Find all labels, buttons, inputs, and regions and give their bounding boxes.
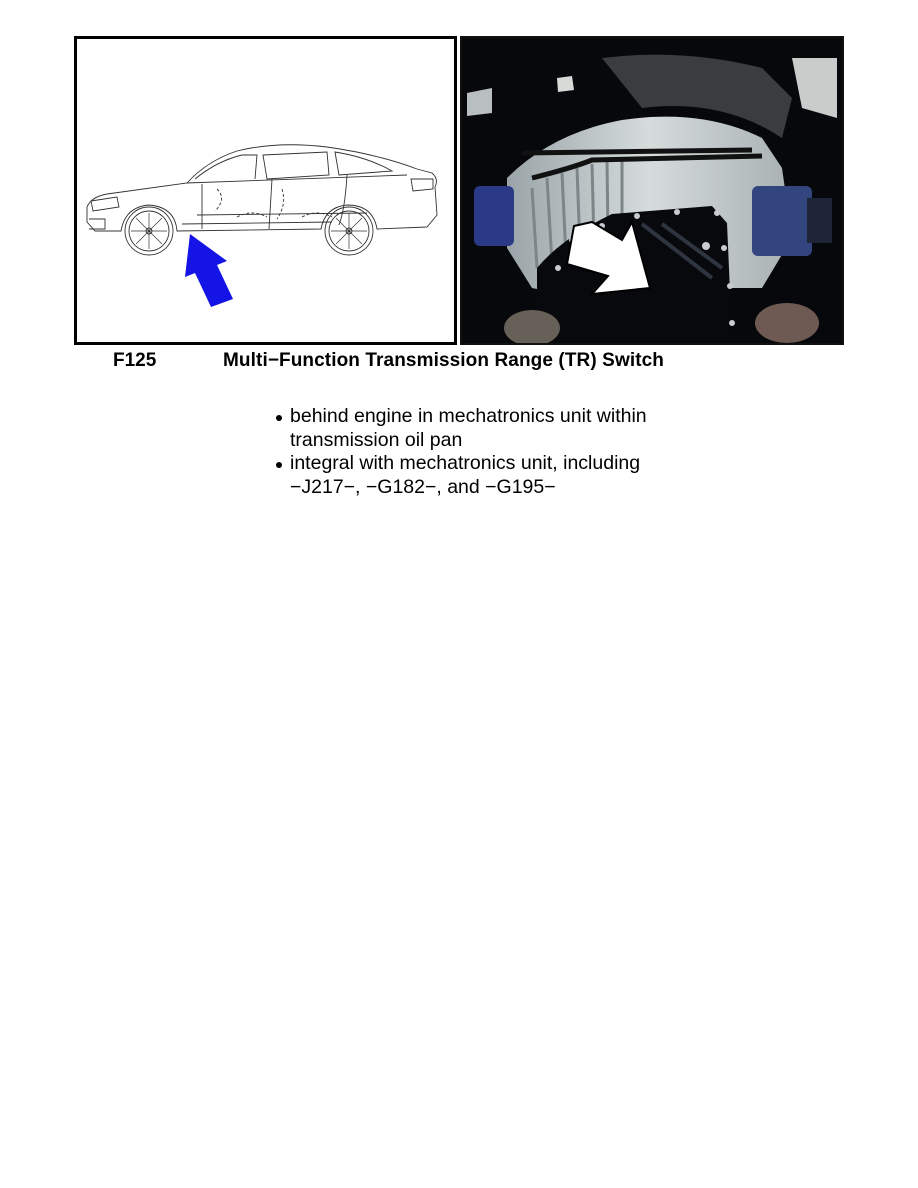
vehicle-location-diagram (74, 36, 457, 345)
note-line: transmission oil pan (290, 428, 463, 451)
component-title: Multi−Function Transmission Range (TR) Switch (223, 350, 664, 371)
car-side-view-illustration (77, 39, 454, 342)
bullet-icon (276, 462, 282, 468)
component-photo (460, 36, 844, 345)
figure-caption (0, 350, 918, 378)
transmission-photo (462, 38, 842, 343)
location-notes-list (273, 405, 703, 499)
note-line: behind engine in mechatronics unit within (290, 405, 647, 427)
list-item (273, 452, 703, 499)
note-line: −J217−, −G182−, and −G195− (290, 475, 556, 498)
component-code: F125 (113, 350, 157, 371)
bullet-icon (276, 415, 282, 421)
blue-location-arrow (185, 234, 233, 307)
note-line: integral with mechatronics unit, including (290, 452, 641, 474)
list-item (273, 405, 703, 452)
